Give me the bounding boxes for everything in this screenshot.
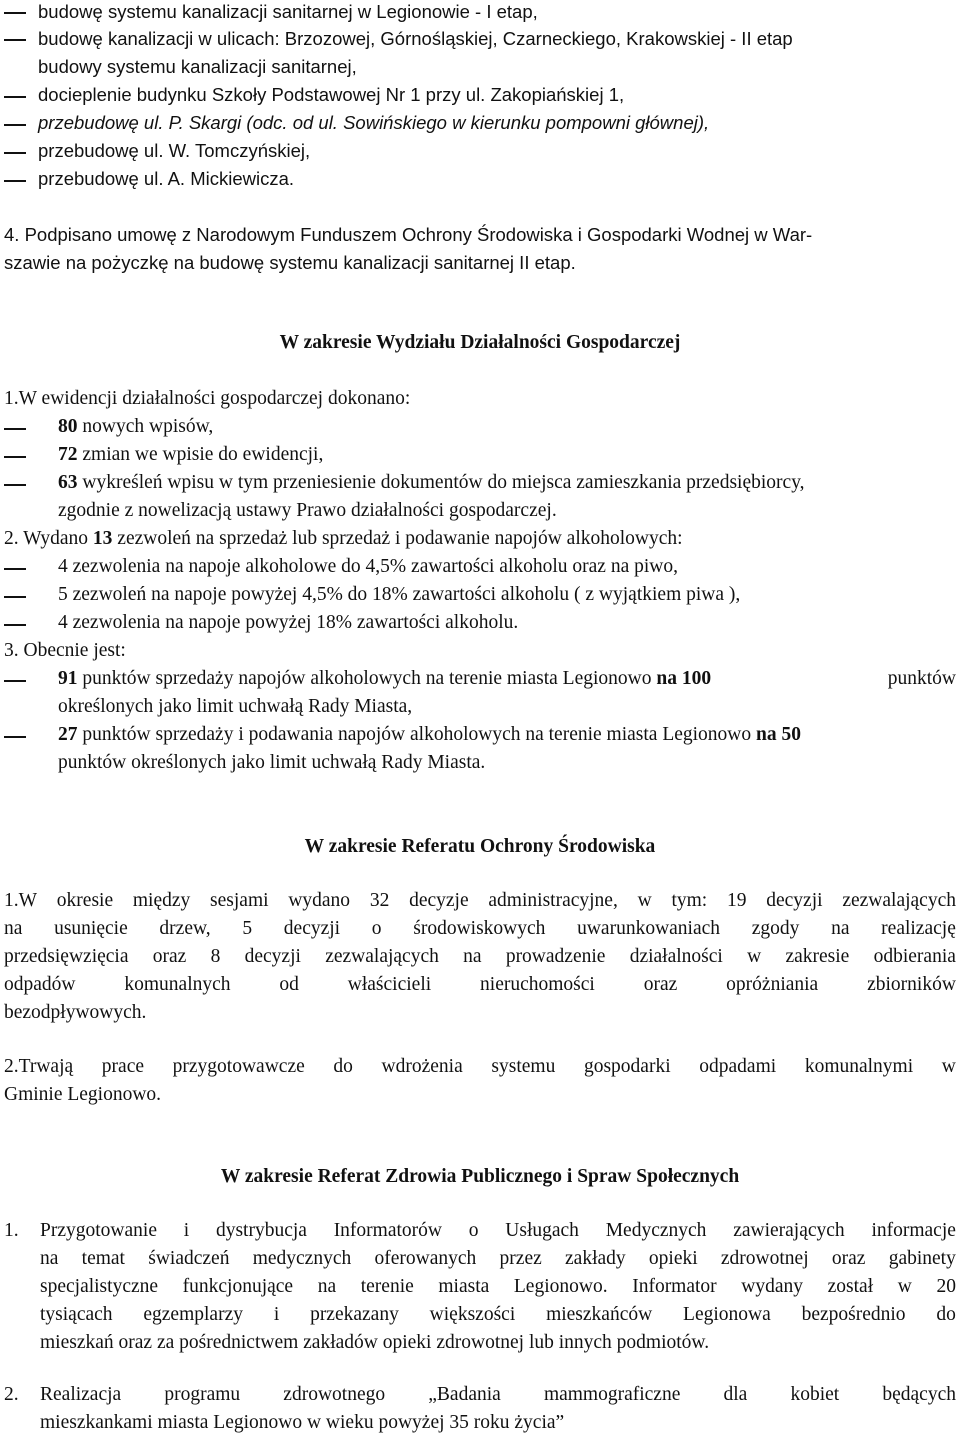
word: 32 — [369, 890, 390, 911]
paragraph: 2. Wydano 13 zezwoleń na sprzedaż lub sprzedaż i podawanie napojów alkoholowych: — [4, 528, 683, 549]
dash-bullet — [4, 456, 26, 458]
word: zezwalających — [325, 946, 439, 967]
word: Informator — [632, 1276, 717, 1297]
word: do — [333, 1056, 353, 1077]
dash-bullet — [4, 12, 26, 14]
list-item: 91 punktów sprzedaży napojów alkoholowych na terenie miasta Legionowo na 100 punktów — [58, 668, 956, 689]
word: oferowanych — [374, 1248, 477, 1269]
list-item: przebudowę ul. P. Skargi (odc. od ul. Sowińskiego w kierunku pompowni głównej), — [38, 112, 710, 133]
word: zezwalających — [842, 890, 956, 911]
word: 20 — [936, 1276, 956, 1297]
dash-bullet — [4, 39, 26, 41]
word: 5 — [242, 918, 253, 939]
word: wdrożenia — [381, 1056, 463, 1077]
word: terenie — [360, 1276, 414, 1297]
word: na — [4, 918, 23, 939]
word: w — [637, 890, 652, 911]
dash-bullet — [4, 96, 26, 98]
list-item: 72 zmian we wpisie do ewidencji, — [58, 444, 324, 465]
dash-bullet — [4, 124, 26, 126]
list-item: 63 wykreśleń wpisu w tym przeniesienie dokumentów do miejsca zamieszkania przedsiębiorcy, — [58, 472, 805, 493]
list-item-continuation: określonych jako limit uchwałą Rady Miasta, — [58, 696, 413, 717]
list-item: 27 punktów sprzedaży i podawania napojów alkoholowych na terenie miasta Legionowo na 50 — [58, 724, 801, 745]
word: między — [132, 890, 191, 911]
word: Medycznych — [605, 1220, 707, 1241]
word: do — [936, 1304, 956, 1325]
word: dla — [723, 1384, 748, 1405]
word: zawierających — [733, 1220, 845, 1241]
dash-bullet — [4, 428, 26, 430]
word: drzew, — [159, 918, 211, 939]
dash-bullet — [4, 484, 26, 486]
word: środowiskowych — [413, 918, 546, 939]
list-item: 80 nowych wpisów, — [58, 416, 214, 437]
word: oraz — [152, 946, 187, 967]
paragraph: 1.W ewidencji działalności gospodarczej dokonano: — [4, 388, 411, 409]
justified-line — [4, 918, 956, 940]
word: zbiorników — [867, 974, 956, 995]
justified-line — [40, 1220, 956, 1242]
dash-bullet — [4, 568, 26, 570]
word: prowadzenie — [505, 946, 606, 967]
word: Informatorów — [333, 1220, 442, 1241]
word: odbierania — [873, 946, 956, 967]
word: w — [897, 1276, 912, 1297]
justified-line — [4, 974, 956, 996]
justified-line — [40, 1384, 956, 1406]
word: komunalnymi — [804, 1056, 914, 1077]
paragraph: 3. Obecnie jest: — [4, 640, 126, 661]
justified-line — [4, 1056, 956, 1078]
word: opróżniania — [726, 974, 819, 995]
word: tym: — [671, 890, 708, 911]
word: na — [40, 1248, 59, 1269]
list-item: budowę kanalizacji w ulicach: Brzozowej, Górnośląskiej, Czarneckiego, Krakowskiej - II etap — [38, 28, 793, 49]
word: temat — [81, 1248, 125, 1269]
word: bezpośrednio — [801, 1304, 906, 1325]
word: o — [468, 1220, 479, 1241]
section-heading-gospodarcza: W zakresie Wydziału Działalności Gospodarczej — [279, 332, 681, 353]
word: i — [273, 1304, 280, 1325]
dash-bullet — [4, 624, 26, 626]
word: działalności — [629, 946, 723, 967]
list-item-continuation: punktów określonych jako limit uchwałą Rady Miasta. — [58, 752, 486, 773]
list-item: 4 zezwolenia na napoje alkoholowe do 4,5% zawartości alkoholu oraz na piwo, — [58, 556, 678, 577]
paragraph-last-line: bezodpływowych. — [4, 1002, 147, 1023]
word: decyzji — [283, 918, 341, 939]
word: kobiet — [790, 1384, 840, 1405]
word: miasta — [438, 1276, 490, 1297]
word: przygotowawcze — [172, 1056, 305, 1077]
section-heading-ochrona-srodowiska: W zakresie Referatu Ochrony Środowiska — [304, 836, 656, 857]
word: Przygotowanie — [40, 1220, 157, 1241]
justified-line — [40, 1248, 956, 1270]
word: oraz — [831, 1248, 866, 1269]
item-4-line-2: szawie na pożyczkę na budowę systemu kanalizacji sanitarnej II etap. — [4, 252, 576, 273]
word: informacje — [871, 1220, 956, 1241]
section-heading-zdrowie: W zakresie Referat Zdrowia Publicznego i Spraw Społecznych — [220, 1166, 740, 1187]
word: egzemplarzy — [143, 1304, 243, 1325]
word: przekazany — [310, 1304, 399, 1325]
word: przedsięwzięcia — [4, 946, 129, 967]
word: przez — [499, 1248, 542, 1269]
word: został — [827, 1276, 874, 1297]
word: gabinety — [888, 1248, 956, 1269]
word: zgody — [751, 918, 800, 939]
word: 19 — [726, 890, 747, 911]
word: systemu — [491, 1056, 556, 1077]
justified-line — [4, 890, 956, 912]
word: specjalistyczne — [40, 1276, 159, 1297]
word: od — [279, 974, 299, 995]
dash-bullet — [4, 736, 26, 738]
word: tysiącach — [40, 1304, 113, 1325]
list-item: docieplenie budynku Szkoły Podstawowej Nr 1 przy ul. Zakopiańskiej 1, — [38, 84, 625, 105]
word: prace — [101, 1056, 145, 1077]
dash-bullet — [4, 596, 26, 598]
word: na — [317, 1276, 337, 1297]
word: właścicieli — [347, 974, 432, 995]
word: odpadami — [699, 1056, 777, 1077]
word: świadczeń — [148, 1248, 230, 1269]
list-item: 5 zezwoleń na napoje powyżej 4,5% do 18% zawartości alkoholu ( z wyjątkiem piwa ), — [58, 584, 741, 605]
item-number: 1. — [4, 1220, 19, 1241]
item-number: 2. — [4, 1384, 19, 1405]
word: funkcjonujące — [182, 1276, 294, 1297]
word: i — [183, 1220, 190, 1241]
list-item: 4 zezwolenia na napoje powyżej 18% zawartości alkoholu. — [58, 612, 519, 633]
word: Realizacja — [40, 1384, 122, 1405]
word: oraz — [643, 974, 678, 995]
word: medycznych — [252, 1248, 352, 1269]
word: komunalnych — [124, 974, 231, 995]
word: na — [831, 918, 850, 939]
word: odpadów — [4, 974, 76, 995]
paragraph-last-line: mieszkań oraz za pośrednictwem zakładów opieki zdrowotnej lub innych podmiotów. — [40, 1332, 710, 1353]
word: okresie — [56, 890, 114, 911]
word: będących — [882, 1384, 956, 1405]
word: gospodarki — [583, 1056, 671, 1077]
word: większości — [429, 1304, 516, 1325]
word: administracyjne, — [488, 890, 618, 911]
word: programu — [164, 1384, 241, 1405]
list-item-continuation: budowy systemu kanalizacji sanitarnej, — [38, 56, 357, 77]
word: opieki — [648, 1248, 698, 1269]
word: zdrowotnego — [283, 1384, 386, 1405]
list-item: przebudowę ul. A. Mickiewicza. — [38, 168, 295, 189]
word: w — [747, 946, 762, 967]
word: 1.W — [4, 890, 38, 911]
word: „Badania — [428, 1384, 501, 1405]
word: uwarunkowaniach — [577, 918, 721, 939]
word: wydano — [288, 890, 351, 911]
word: zakresie — [785, 946, 850, 967]
paragraph-last-line: Gminie Legionowo. — [4, 1084, 162, 1105]
dash-bullet — [4, 180, 26, 182]
word: usunięcie — [54, 918, 128, 939]
justified-line — [40, 1304, 956, 1326]
word: na — [463, 946, 482, 967]
word: Legionowa — [683, 1304, 771, 1325]
list-item: budowę systemu kanalizacji sanitarnej w Legionowie - I etap, — [38, 1, 538, 22]
word: zdrowotnej — [720, 1248, 809, 1269]
list-item: przebudowę ul. W. Tomczyńskiej, — [38, 140, 311, 161]
word: dystrybucja — [215, 1220, 307, 1241]
list-item-continuation: zgodnie z nowelizacją ustawy Prawo działalności gospodarczej. — [58, 500, 557, 521]
word: realizację — [881, 918, 956, 939]
word: w — [941, 1056, 956, 1077]
word: decyzji — [766, 890, 823, 911]
justified-line — [40, 1276, 956, 1298]
word: Legionowo. — [513, 1276, 608, 1297]
word: nieruchomości — [480, 974, 595, 995]
justified-line — [4, 946, 956, 968]
word: Usługach — [505, 1220, 579, 1241]
word: mieszkańców — [546, 1304, 653, 1325]
dash-bullet — [4, 152, 26, 154]
item-4-line-1: 4. Podpisano umowę z Narodowym Funduszem Ochrony Środowiska i Gospodarki Wodnej w War- — [4, 224, 813, 245]
dash-bullet — [4, 680, 26, 682]
word: 8 — [210, 946, 221, 967]
word: zakłady — [565, 1248, 626, 1269]
word: o — [371, 918, 382, 939]
word: sesjami — [210, 890, 269, 911]
word: wydany — [741, 1276, 804, 1297]
word: decyzji — [244, 946, 301, 967]
word: 2.Trwają — [4, 1056, 74, 1077]
word: decyzje — [409, 890, 469, 911]
word: mammograficzne — [543, 1384, 681, 1405]
paragraph-last-line: mieszkankami miasta Legionowo w wieku powyżej 35 roku życia” — [40, 1412, 565, 1433]
